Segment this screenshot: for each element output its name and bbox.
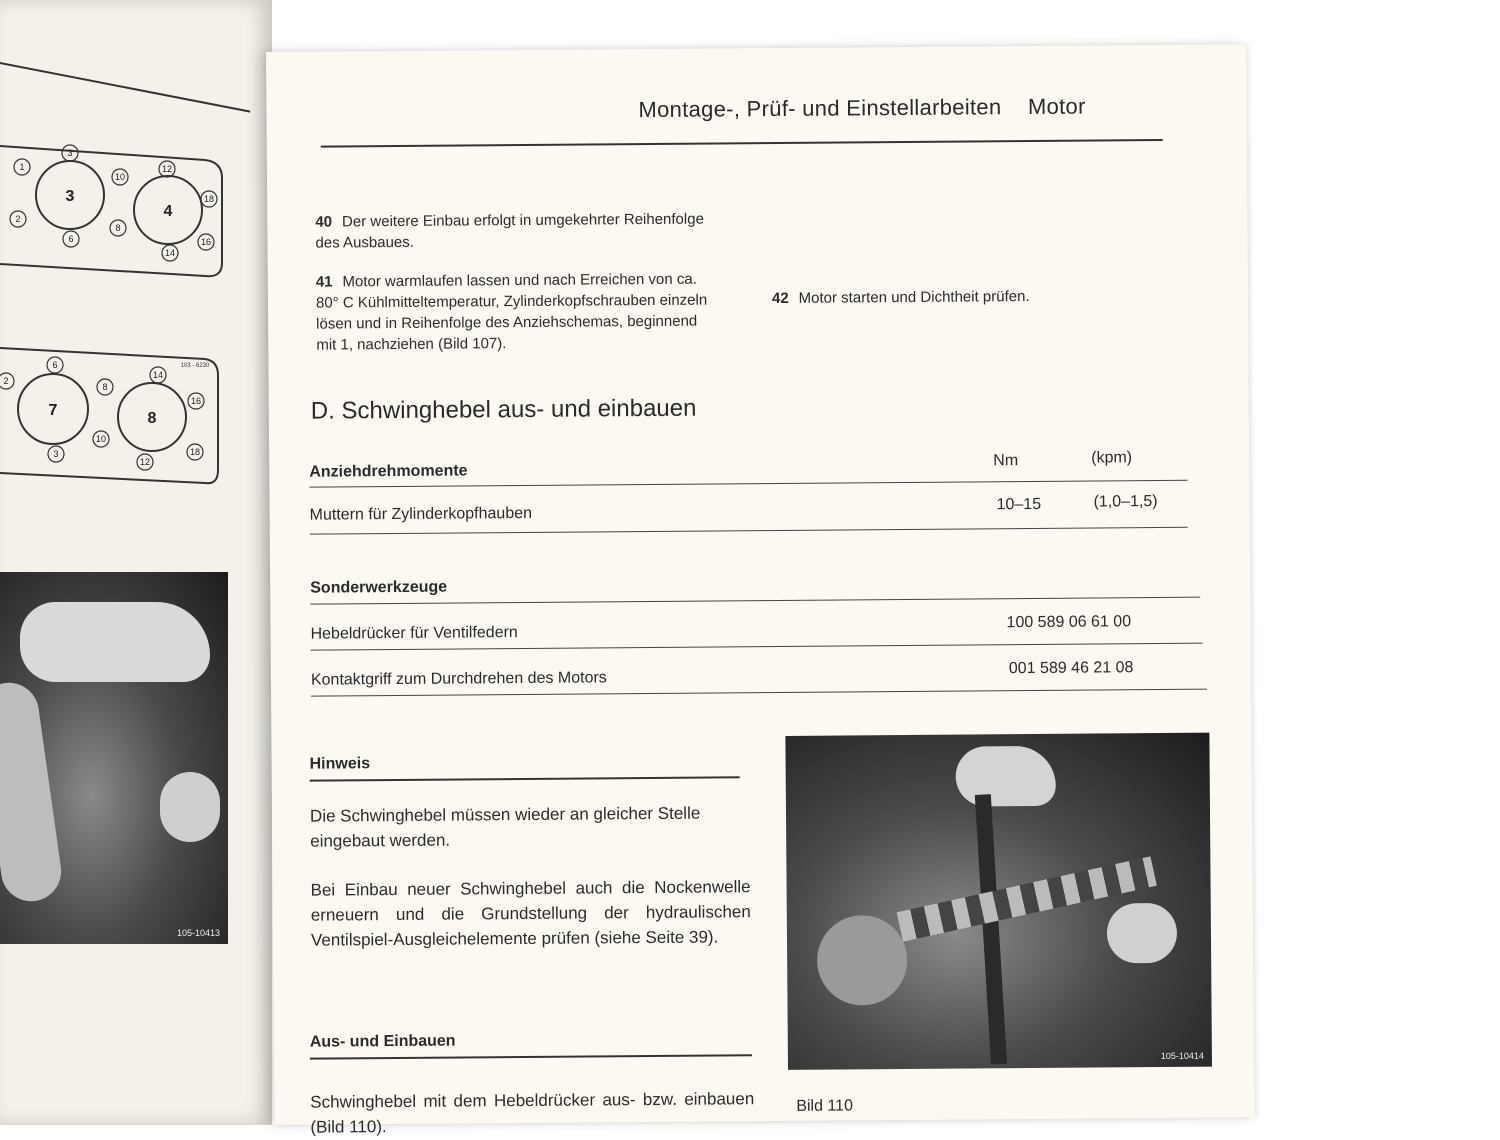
bolt-number: 18 xyxy=(189,447,201,457)
tool-row-item: Kontaktgriff zum Durchdrehen des Motors xyxy=(310,669,607,689)
cap-shape xyxy=(160,772,220,842)
cylinder-head-diagram-top xyxy=(0,138,230,278)
cylinder-number: 3 xyxy=(65,188,75,205)
diagram-label: 103 - 6230 xyxy=(180,363,210,369)
tool-row-number: 001 589 46 21 08 xyxy=(1008,659,1134,678)
torque-heading: Anziehdrehmomente xyxy=(309,462,468,481)
hand-shape xyxy=(955,746,1055,807)
note-paragraph-2: Bei Einbau neuer Schwinghebel auch die Nockenwelle erneuern und die Grundstellung der hydraulischen Ventilspiel-Ausgleichelemente prüfen (siehe Seite 39). xyxy=(310,877,751,950)
bolt-number: 6 xyxy=(52,360,58,370)
bolt-number: 2 xyxy=(15,214,21,224)
bolt-number: 1 xyxy=(19,162,25,172)
table-rule xyxy=(311,689,1207,697)
step-number: 40 xyxy=(315,213,333,231)
engine-photo-left xyxy=(0,572,228,944)
step-number: 42 xyxy=(771,289,789,308)
torque-row-item: Muttern für Zylinderkopfhauben xyxy=(309,504,533,524)
torque-row-nm: 10–15 xyxy=(996,495,1042,514)
removal-rule xyxy=(310,1054,752,1059)
page-section: Motor xyxy=(1027,93,1086,120)
removal-text: Schwinghebel mit dem Hebeldrücker aus- bzw. einbauen (Bild 110). xyxy=(310,1089,755,1137)
header-rule xyxy=(321,139,1163,148)
right-page xyxy=(266,44,1254,1137)
step-number: 41 xyxy=(315,273,333,291)
step-text: Motor starten und Dichtheit prüfen. xyxy=(798,288,1030,307)
engine-photo-bild-110 xyxy=(785,733,1212,1070)
table-rule xyxy=(310,527,1188,535)
tools-heading: Sonderwerkzeuge xyxy=(310,578,448,597)
bolt-number: 10 xyxy=(114,172,126,182)
table-rule xyxy=(310,597,1200,605)
bolt-number: 16 xyxy=(190,396,202,406)
cylinder-number: 7 xyxy=(48,402,58,419)
bolt-number: 3 xyxy=(53,449,59,459)
bolt-number: 8 xyxy=(102,382,108,392)
left-page-rule xyxy=(0,62,250,113)
left-page xyxy=(0,0,272,1125)
bolt-number: 14 xyxy=(164,248,176,258)
step-text: Motor warmlaufen lassen und nach Erreichen von ca. 80° C Kühlmitteltemperatur, Zylinderkopfschrauben einzeln lösen und in Reihenfolge des Anziehschemas, beginnend mit 1, nachziehen (Bild 107). xyxy=(315,270,708,354)
torque-row-kpm: (1,0–1,5) xyxy=(1093,493,1158,511)
hand-shape xyxy=(20,602,210,682)
bolt-number: 3 xyxy=(67,148,73,158)
step-42 xyxy=(772,285,1172,309)
bolt-number: 12 xyxy=(161,164,173,174)
bolt-number: 6 xyxy=(68,234,74,244)
bolt-number: 14 xyxy=(152,370,164,380)
note-paragraph-1: Die Schwinghebel müssen wieder an gleicher Stelle eingebaut werden. xyxy=(309,803,701,851)
tool-bar-shape xyxy=(975,794,1007,1064)
bolt-number: 16 xyxy=(200,237,212,247)
page-header xyxy=(638,94,1085,124)
bolt-number: 12 xyxy=(139,457,151,467)
hose-shape xyxy=(0,679,65,905)
removal-heading: Aus- und Einbauen xyxy=(309,1032,456,1051)
cylinder-number: 8 xyxy=(147,410,157,427)
section-heading: D. Schwinghebel aus- und einbauen xyxy=(310,394,697,425)
photo-label: 105-10414 xyxy=(1160,1050,1204,1062)
tool-row-item: Hebeldrücker für Ventilfedern xyxy=(310,624,518,643)
cap-shape xyxy=(1107,903,1177,964)
bolt-number: 10 xyxy=(95,434,107,444)
step-text: Der weitere Einbau erfolgt in umgekehrter Reihenfolge des Ausbaues. xyxy=(315,210,704,252)
bolt-number: 18 xyxy=(203,194,215,204)
step-40 xyxy=(315,208,720,253)
table-rule xyxy=(311,643,1203,651)
cylinder-head-diagram-bottom xyxy=(0,345,225,490)
figure-caption: Bild 110 xyxy=(796,1097,854,1115)
step-41 xyxy=(316,268,722,355)
torque-col-nm: Nm xyxy=(993,452,1019,470)
photo-label: 105-10413 xyxy=(176,928,220,938)
table-rule xyxy=(309,480,1187,488)
bolt-number: 8 xyxy=(115,223,121,233)
note-rule xyxy=(310,776,740,781)
bolt-number: 2 xyxy=(3,376,9,386)
tool-row-number: 100 589 06 61 00 xyxy=(1006,613,1132,632)
cylinder-number: 4 xyxy=(163,203,173,220)
torque-col-kpm: (kpm) xyxy=(1091,449,1133,467)
note-heading: Hinweis xyxy=(309,755,371,773)
page-title: Montage-, Prüf- und Einstellarbeiten xyxy=(638,94,1002,123)
injector-shape xyxy=(817,915,908,1006)
